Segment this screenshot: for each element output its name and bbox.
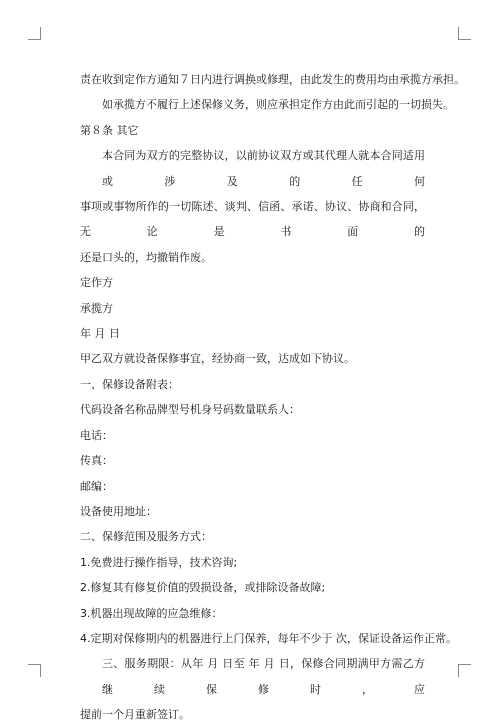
paragraph-line: 三、服务期限：从年 月 日至 年 月 日，保修合同期满甲方需乙方继续保修时，应 — [102, 657, 425, 696]
form-field-line: 代码设备名称品牌型号机身号码数量联系人： — [80, 403, 300, 417]
page-corner-mark-bottom-left — [28, 664, 41, 677]
signature-label-party-b: 承揽方 — [80, 301, 113, 315]
list-item: 2.修复其有修复价值的毁损设备，或排除设备故障; — [80, 581, 326, 595]
paragraph-line: 如承揽方不履行上述保修义务，则应承担定作方由此而引起的一切损失。 — [102, 98, 454, 112]
paragraph-line: 提前一个月重新签订。 — [80, 708, 190, 722]
list-item: 4.定期对保修期内的机器进行上门保养，每年不少于 次，保证设备运作正常。 — [80, 631, 457, 645]
page-corner-mark-top-right — [458, 27, 471, 40]
page-corner-mark-top-left — [28, 27, 41, 40]
page-corner-mark-bottom-right — [458, 664, 471, 677]
section-heading: 一、保修设备附表： — [80, 377, 179, 391]
paragraph-line: 事项或事物所作的一切陈述、谈判、信函、承诺、协议、协商和合同，无论是书面的 — [80, 200, 425, 239]
signature-label-party-a: 定作方 — [80, 276, 113, 290]
paragraph-line: 责在收到定作方通知７日内进行调换或修理，由此发生的费用均由承揽方承担。 — [80, 73, 465, 86]
form-field-line: 电话： — [80, 428, 113, 442]
paragraph-line: 本合同为双方的完整协议，以前协议双方或其代理人就本合同适用或涉及的任何 — [102, 149, 425, 188]
document-body — [80, 67, 465, 728]
form-field-line: 邮编： — [80, 479, 113, 493]
paragraph-line: 还是口头的，均撤销作废。 — [80, 250, 212, 264]
list-item: 1.免费进行操作指导，技术咨询; — [80, 555, 238, 569]
list-item: 3.机器出现故障的应急维修： — [80, 606, 223, 620]
form-field-line: 传真： — [80, 454, 113, 468]
section-heading: 第８条 其它 — [80, 123, 139, 137]
form-field-line: 设备使用地址： — [80, 504, 157, 518]
paragraph-line: 甲乙双方就设备保修事宜，经协商一致，达成如下协议。 — [80, 352, 355, 366]
section-heading: 二、保修范围及服务方式： — [80, 530, 212, 544]
date-line: 年 月 日 — [80, 327, 120, 341]
